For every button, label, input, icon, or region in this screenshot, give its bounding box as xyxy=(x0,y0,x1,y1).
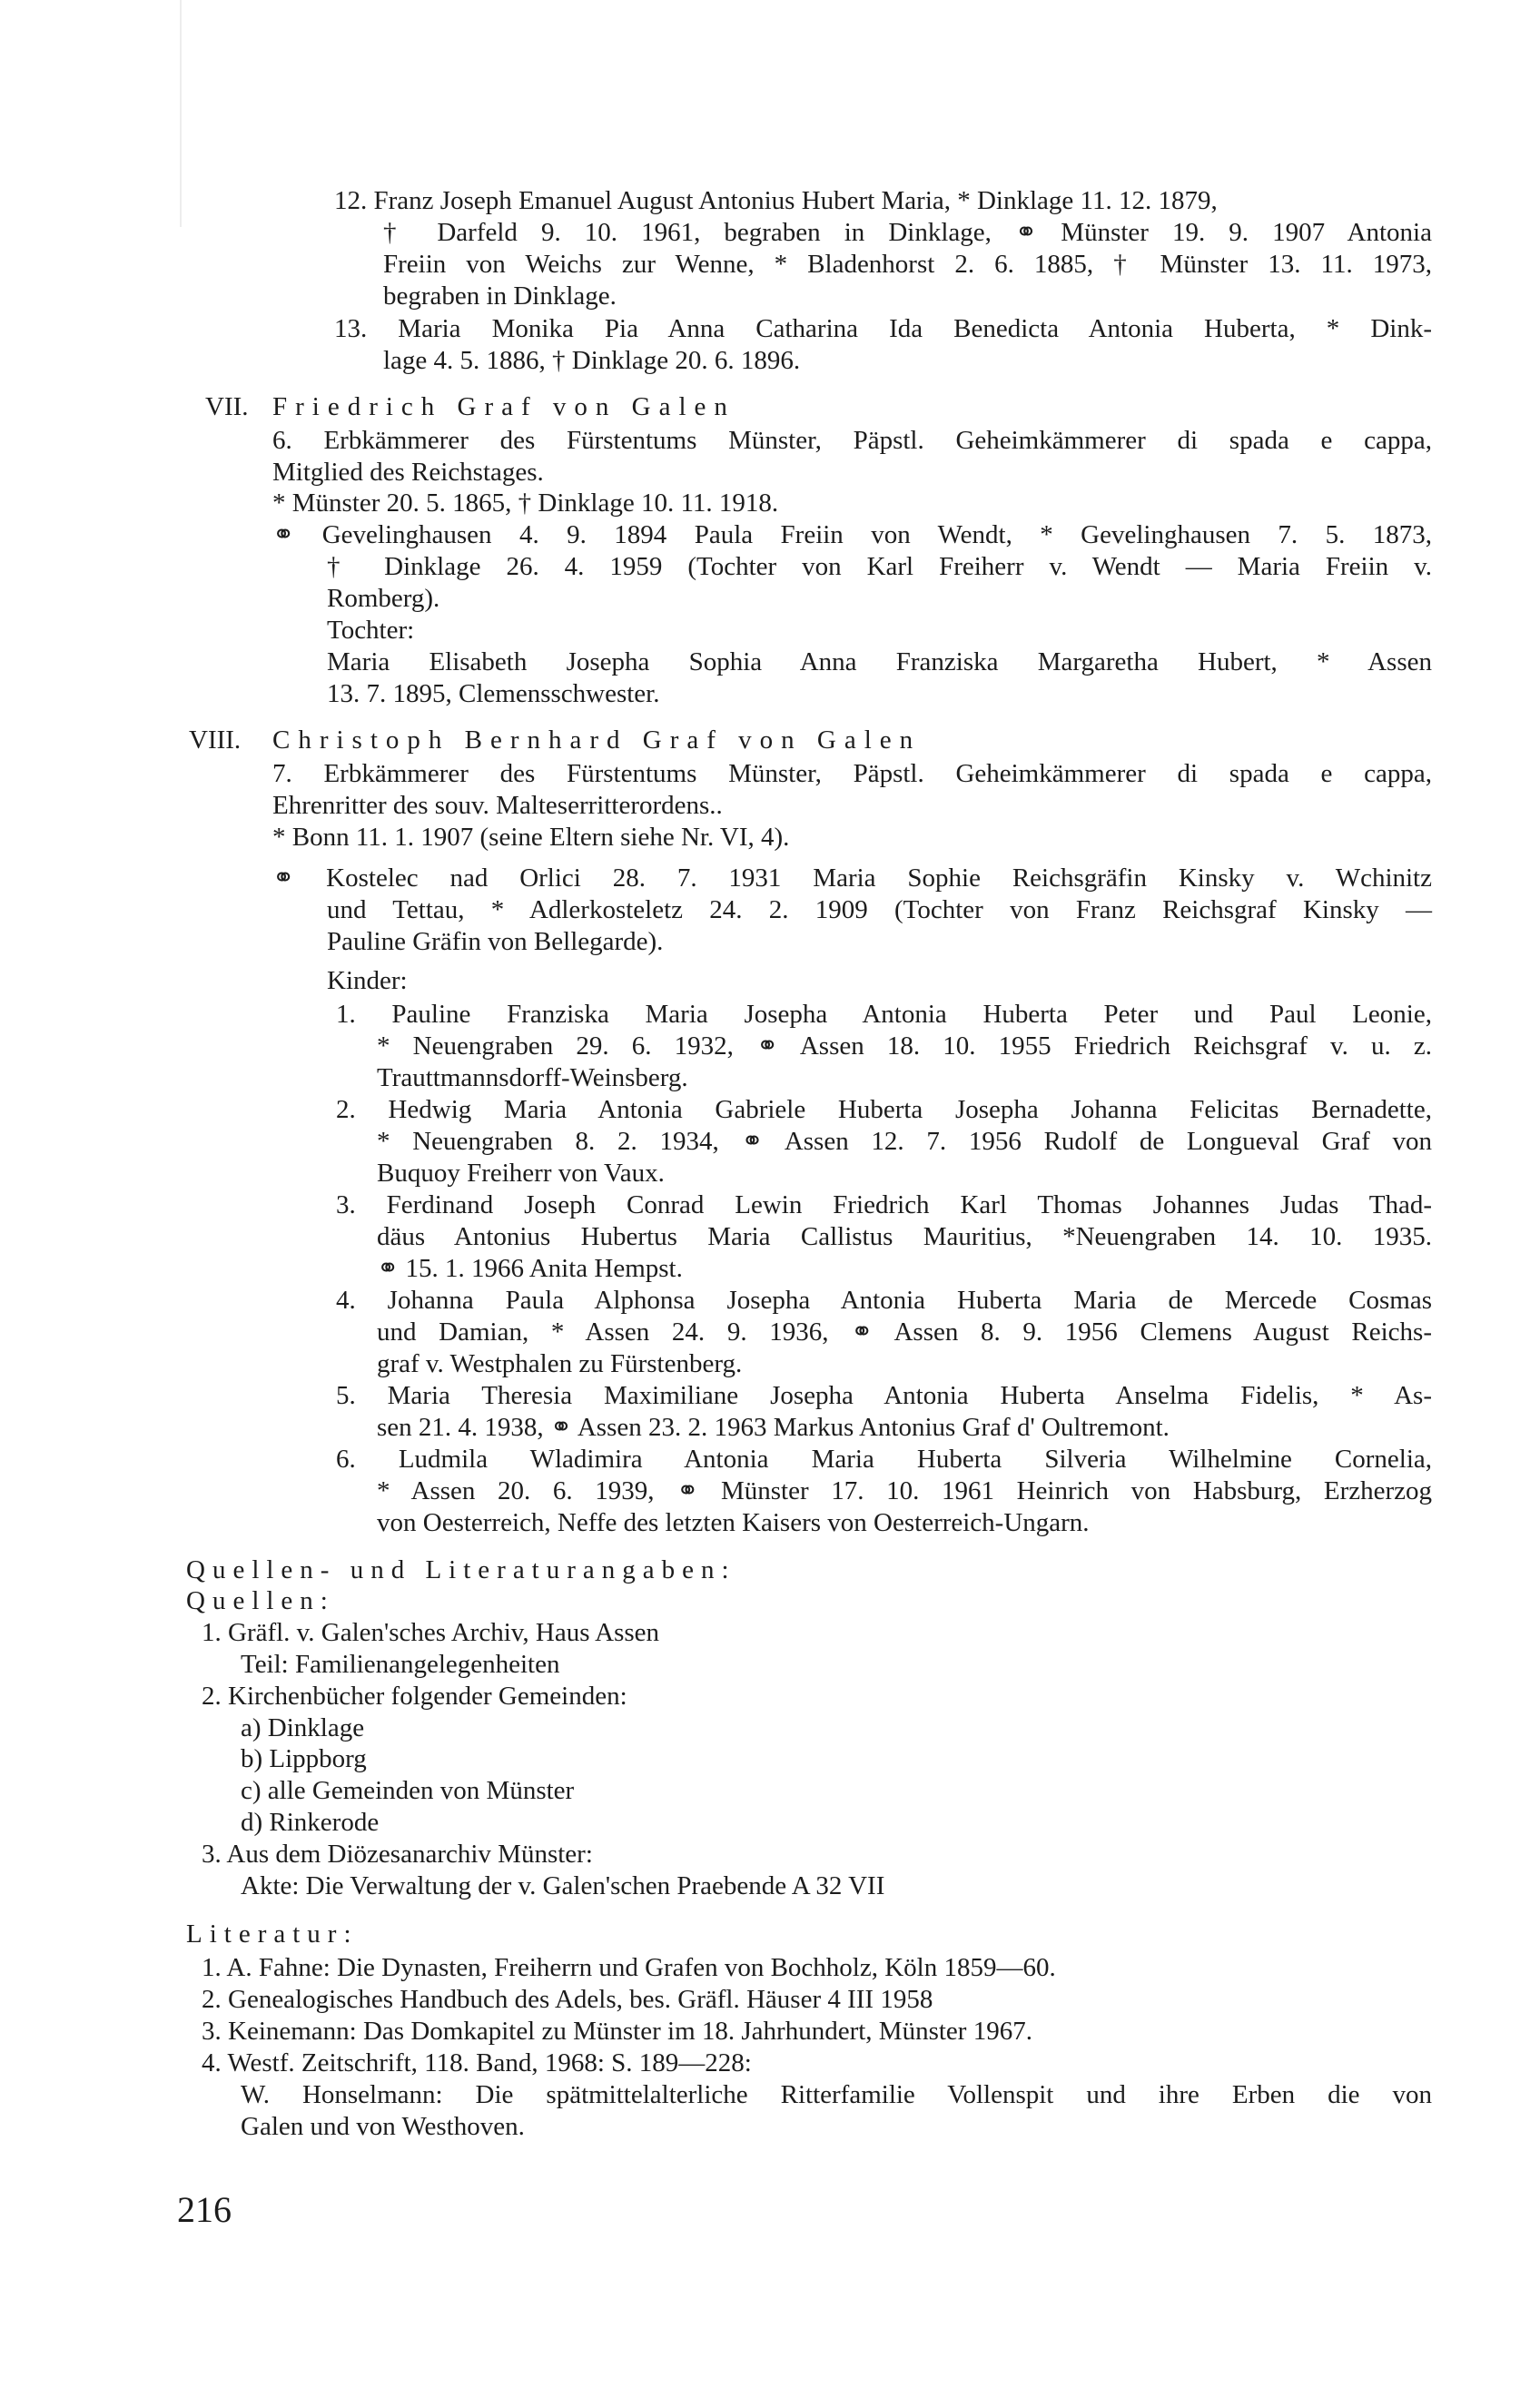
section-viii-name: Christoph Bernhard Graf von Galen xyxy=(272,725,922,755)
literatur-item-3: 3. Keinemann: Das Domkapitel zu Münster im 18. Jahrhundert, Münster 1967. xyxy=(202,2017,1032,2046)
entry-13-line-1: 13. Maria Monika Pia Anna Catharina Ida Benedicta Antonia Huberta, * Dink- xyxy=(334,314,1432,343)
section-vii-line-4: ⚭ Gevelinghausen 4. 9. 1894 Paula Freiin von Wendt, * Gevelinghausen 7. 5. 1873, xyxy=(272,520,1432,549)
child-3-line-1: 3. Ferdinand Joseph Conrad Lewin Friedrich Karl Thomas Johannes Judas Thad- xyxy=(336,1190,1432,1219)
child-1-line-2: * Neuengraben 29. 6. 1932, ⚭ Assen 18. 10. 1955 Friedrich Reichsgraf v. u. z. xyxy=(377,1031,1432,1061)
section-viii-kinder-label: Kinder: xyxy=(327,966,408,995)
page-edge-shadow xyxy=(180,0,182,227)
child-5-line-2: sen 21. 4. 1938, ⚭ Assen 23. 2. 1963 Markus Antonius Graf d' Oultremont. xyxy=(377,1413,1170,1442)
section-viii-line-1: 7. Erbkämmerer des Fürstentums Münster, Päpstl. Geheimkämmerer di spada e cappa, xyxy=(272,759,1432,788)
page-number: 216 xyxy=(177,2189,232,2230)
child-6-line-2: * Assen 20. 6. 1939, ⚭ Münster 17. 10. 1961 Heinrich von Habsburg, Erzherzog xyxy=(377,1476,1432,1505)
section-vii-name: Friedrich Graf von Galen xyxy=(272,392,735,421)
child-1-line-1: 1. Pauline Franziska Maria Josepha Antonia Huberta Peter und Paul Leonie, xyxy=(336,1000,1432,1029)
child-5-line-1: 5. Maria Theresia Maximiliane Josepha Antonia Huberta Anselma Fidelis, * As- xyxy=(336,1381,1432,1410)
entry-12-line-2: † Darfeld 9. 10. 1961, begraben in Dinklage, ⚭ Münster 19. 9. 1907 Antonia xyxy=(383,218,1432,247)
child-2-line-1: 2. Hedwig Maria Antonia Gabriele Huberta Josepha Johanna Felicitas Bernadette, xyxy=(336,1095,1432,1124)
child-6-line-3: von Oesterreich, Neffe des letzten Kaisers von Oesterreich-Ungarn. xyxy=(377,1508,1090,1537)
quellen-item-2d: d) Rinkerode xyxy=(241,1808,380,1837)
child-2-line-3: Buquoy Freiherr von Vaux. xyxy=(377,1159,665,1188)
section-vii-line-3: * Münster 20. 5. 1865, † Dinklage 10. 11. 1918. xyxy=(272,488,779,518)
entry-12-line-1: 12. Franz Joseph Emanuel August Antonius Hubert Maria, * Dinklage 11. 12. 1879, xyxy=(334,186,1218,215)
section-vii-numeral: VII. xyxy=(205,392,249,421)
section-viii-line-2: Ehrenritter des souv. Malteserritterordens.. xyxy=(272,791,723,820)
quellen-item-2a: a) Dinklage xyxy=(241,1713,365,1742)
quellen-item-3: 3. Aus dem Diözesanarchiv Münster: xyxy=(202,1840,593,1869)
section-vii-line-6: Romberg). xyxy=(327,584,440,613)
section-viii-line-6: Pauline Gräfin von Bellegarde). xyxy=(327,927,664,956)
section-vii-line-2: Mitglied des Reichstages. xyxy=(272,458,544,487)
quellen-item-1: 1. Gräfl. v. Galen'sches Archiv, Haus Assen xyxy=(202,1618,660,1647)
child-3-line-2: däus Antonius Hubertus Maria Callistus Mauritius, *Neuengraben 14. 10. 1935. xyxy=(377,1222,1432,1251)
literatur-heading: Literatur: xyxy=(186,1919,359,1949)
section-vii-tochter-label: Tochter: xyxy=(327,616,415,645)
literatur-item-1: 1. A. Fahne: Die Dynasten, Freiherrn und Grafen von Bochholz, Köln 1859—60. xyxy=(202,1953,1056,1982)
section-viii-numeral: VIII. xyxy=(189,725,242,755)
literatur-item-4-sub-1: W. Honselmann: Die spätmittelalterliche Ritterfamilie Vollenspit und ihre Erben die von xyxy=(241,2080,1432,2109)
quellen-item-2b: b) Lippborg xyxy=(241,1744,367,1773)
child-2-line-2: * Neuengraben 8. 2. 1934, ⚭ Assen 12. 7. 1956 Rudolf de Longueval Graf von xyxy=(377,1127,1432,1156)
entry-13-line-2: lage 4. 5. 1886, † Dinklage 20. 6. 1896. xyxy=(383,346,801,375)
literatur-item-2: 2. Genealogisches Handbuch des Adels, bes. Gräfl. Häuser 4 III 1958 xyxy=(202,1985,933,2014)
child-4-line-1: 4. Johanna Paula Alphonsa Josepha Antonia Huberta Maria de Mercede Cosmas xyxy=(336,1286,1432,1315)
entry-12-line-3: Freiin von Weichs zur Wenne, * Bladenhorst 2. 6. 1885, † Münster 13. 11. 1973, xyxy=(383,250,1432,279)
section-viii-line-4: ⚭ Kostelec nad Orlici 28. 7. 1931 Maria Sophie Reichsgräfin Kinsky v. Wchinitz xyxy=(272,863,1432,893)
quellen-item-2c: c) alle Gemeinden von Münster xyxy=(241,1776,575,1805)
section-vii-line-1: 6. Erbkämmerer des Fürstentums Münster, Päpstl. Geheimkämmerer di spada e cappa, xyxy=(272,426,1432,455)
quellen-item-1-sub: Teil: Familienangelegenheiten xyxy=(241,1650,560,1679)
quellen-heading: Quellen: xyxy=(186,1586,335,1615)
sources-heading: Quellen- und Literaturangaben: xyxy=(186,1555,736,1584)
section-vii-line-5: † Dinklage 26. 4. 1959 (Tochter von Karl Freiherr v. Wendt — Maria Freiin v. xyxy=(327,552,1432,581)
child-1-line-3: Trauttmannsdorff-Weinsberg. xyxy=(377,1063,688,1092)
section-viii-line-5: und Tettau, * Adlerkosteletz 24. 2. 1909 (Tochter von Franz Reichsgraf Kinsky — xyxy=(327,895,1432,924)
literatur-item-4: 4. Westf. Zeitschrift, 118. Band, 1968: S. 189—228: xyxy=(202,2048,752,2077)
literatur-item-4-sub-2: Galen und von Westhoven. xyxy=(241,2112,525,2141)
entry-12-line-4: begraben in Dinklage. xyxy=(383,281,617,311)
section-vii-line-8: Maria Elisabeth Josepha Sophia Anna Franziska Margaretha Hubert, * Assen xyxy=(327,647,1432,676)
child-6-line-1: 6. Ludmila Wladimira Antonia Maria Huberta Silveria Wilhelmine Cornelia, xyxy=(336,1445,1432,1474)
quellen-item-3-sub: Akte: Die Verwaltung der v. Galen'schen Praebende A 32 VII xyxy=(241,1871,885,1900)
quellen-item-2: 2. Kirchenbücher folgender Gemeinden: xyxy=(202,1682,627,1711)
section-viii-line-3: * Bonn 11. 1. 1907 (seine Eltern siehe Nr. VI, 4). xyxy=(272,823,790,852)
child-4-line-3: graf v. Westphalen zu Fürstenberg. xyxy=(377,1349,743,1378)
section-vii-line-9: 13. 7. 1895, Clemensschwester. xyxy=(327,679,660,708)
child-4-line-2: und Damian, * Assen 24. 9. 1936, ⚭ Assen 8. 9. 1956 Clemens August Reichs- xyxy=(377,1317,1432,1347)
child-3-line-3: ⚭ 15. 1. 1966 Anita Hempst. xyxy=(377,1254,683,1283)
